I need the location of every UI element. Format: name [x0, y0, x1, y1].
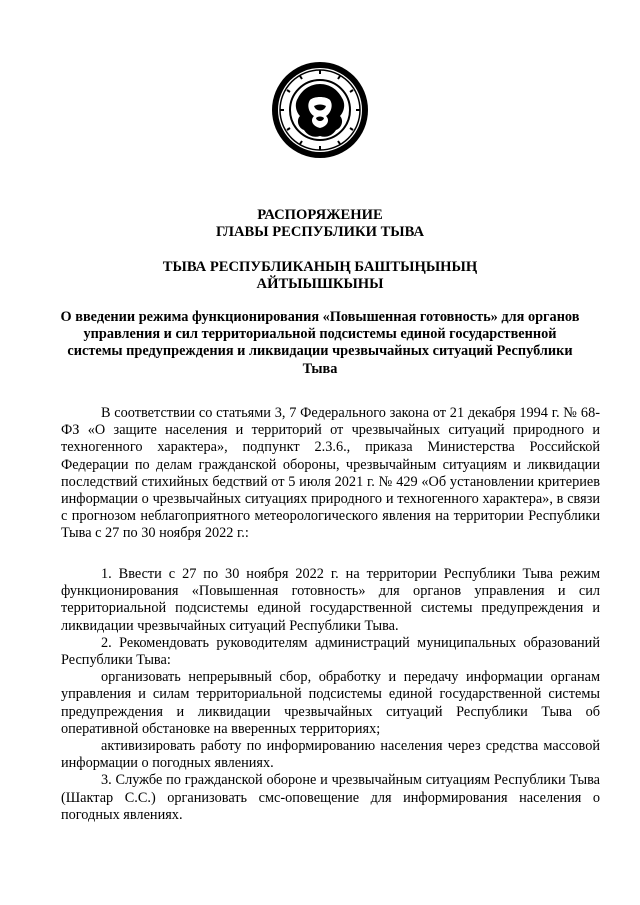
item-3: 3. Службе по гражданской обороне и чрезвычайным ситуациям Республики Тыва (Шактар С.С.) организовать смс-оповещение для информирования населения о погодных явлениях. [61, 772, 600, 823]
heading-line-2: ГЛАВЫ РЕСПУБЛИКИ ТЫВА [216, 224, 424, 240]
preamble-paragraph: В соответствии со статьями 3, 7 Федерального закона от 21 декабря 1994 г. № 68-ФЗ «О защите населения и территорий от чрезвычайных ситуаций природного и техногенного характера», подпункт 2.3.6., приказа Министерства Российской Федерации по делам гражданской обороны, чрезвычайным ситуациям и ликвидации последствий стихийных бедствий от 5 июля 2021 г. № 429 «Об установлении критериев информации о чрезвычайных ситуациях природного и техногенного характера», в связи с прогнозом неблагоприятного метеорологического явления на территории Республики Тыва с 27 по 30 ноября 2022 г.: [61, 405, 600, 542]
tuvan-heading-line-1: ТЫВА РЕСПУБЛИКАНЫҢ БАШТЫҢЫНЫҢ [162, 259, 478, 275]
document-type-heading [40, 207, 600, 241]
preamble [61, 405, 600, 543]
item-2: 2. Рекомендовать руководителям администраций муниципальных образований Республики Тыва: [61, 634, 600, 669]
heading-line-1: РАСПОРЯЖЕНИЕ [257, 207, 383, 223]
tuvan-heading-line-2: АЙТЫЫШКЫНЫ [256, 276, 384, 292]
item-2-subitem-a: организовать непрерывный сбор, обработку и передачу информации органам управления и силам территориальной подсистемы единой государственной системы предупреждения и ликвидации чрезвычайных ситуаций Республики Тыва об оперативной обстановке на вверенных территориях; [61, 669, 600, 737]
item-2-subitem-b: активизировать работу по информированию населения через средства массовой информации о погодных явлениях. [61, 738, 600, 772]
item-1: 1. Ввести с 27 по 30 ноября 2022 г. на территории Республики Тыва режим функционирования «Повышенная готовность» для органов управления и сил территориальной подсистемы единой государственной системы предупреждения и ликвидации чрезвычайных ситуаций Республики Тыва. [61, 566, 600, 634]
coat-of-arms-emblem-icon [270, 60, 370, 160]
order-items [61, 566, 600, 824]
tuvan-heading [40, 259, 600, 293]
document-title: О введении режима функционирования «Повышенная готовность» для органов управления и сил территориальной подсистемы единой государственной системы предупреждения и ликвидации чрезвычайных ситуаций Республики Тыва [60, 309, 580, 377]
